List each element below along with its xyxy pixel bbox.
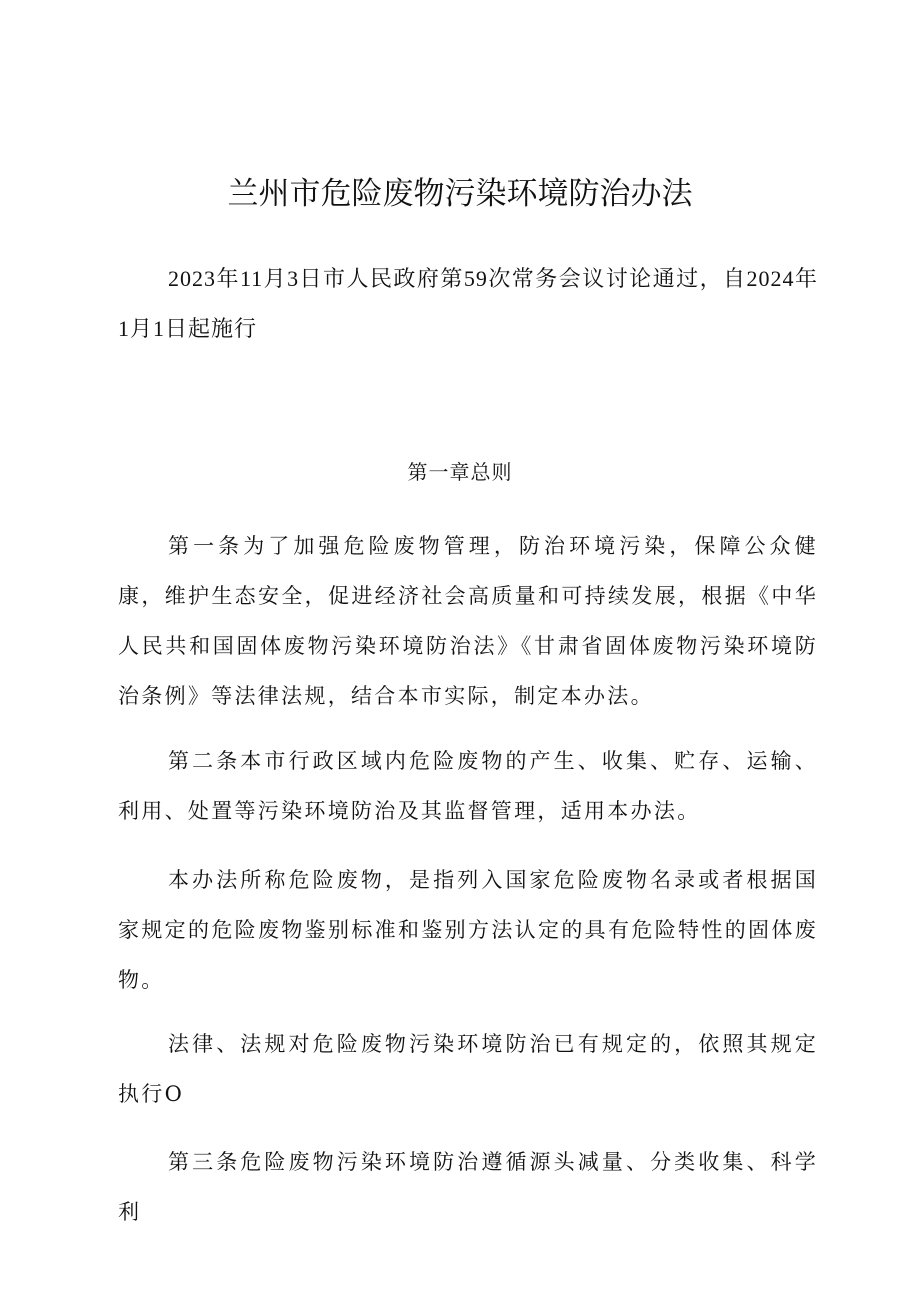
adoption-note: 2023年11月3日市人民政府第59次常务会议讨论通过，自2024年1月1日起施行	[118, 266, 818, 341]
article-1-paragraph: 第一条为了加强危险废物管理，防治环境污染，保障公众健康，维护生态安全，促进经济社会高质量和可持续发展，根据《中华人民共和国固体废物污染环境防治法》《甘肃省固体废物污染环境防治条例》等法律法规，结合本市实际，制定本办法。	[118, 534, 818, 708]
chapter-heading: 第一章总则	[407, 460, 513, 484]
article-2-paragraph: 第二条本市行政区域内危险废物的产生、收集、贮存、运输、利用、处置等污染环境防治及其监督管理，适用本办法。	[118, 749, 818, 823]
document-title: 兰州市危险废物污染环境防治办法	[227, 176, 693, 212]
definition-paragraph: 本办法所称危险废物，是指列入国家危险废物名录或者根据国家规定的危险废物鉴别标准和鉴别方法认定的具有危险特性的固体废物。	[118, 868, 818, 992]
law-precedence-paragraph: 法律、法规对危险废物污染环境防治已有规定的，依照其规定执行O	[118, 1032, 818, 1106]
article-3-paragraph: 第三条危险废物污染环境防治遵循源头减量、分类收集、科学利	[118, 1150, 818, 1224]
